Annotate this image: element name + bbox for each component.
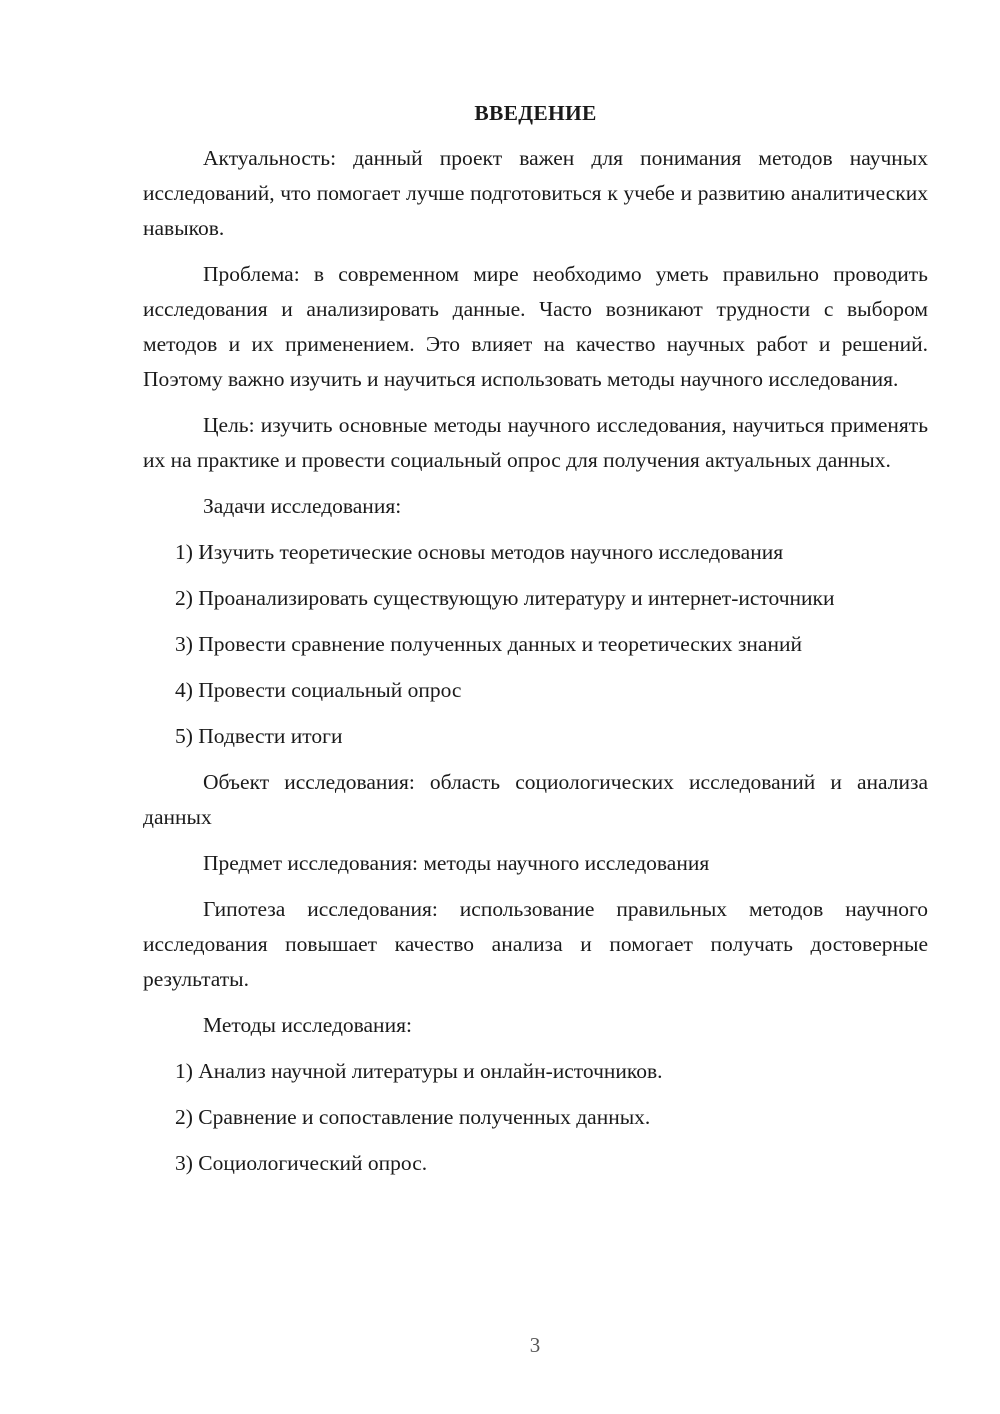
method-item: 2) Сравнение и сопоставление полученных данных.	[175, 1105, 651, 1129]
task-item: 5) Подвести итоги	[175, 724, 343, 748]
hypothesis-paragraph: Гипотеза исследования: использование правильных методов научного исследования повышает качество анализа и помогает получать достоверные результаты.	[143, 897, 928, 991]
method-item: 1) Анализ научной литературы и онлайн-источников.	[175, 1059, 663, 1083]
tasks-heading: Задачи исследования:	[203, 494, 402, 518]
methods-heading: Методы исследования:	[203, 1013, 412, 1037]
document-page	[143, 96, 928, 1192]
page-number: 3	[529, 1333, 541, 1357]
page-title: ВВЕДЕНИЕ	[474, 101, 597, 125]
method-item: 3) Социологический опрос.	[175, 1151, 428, 1175]
problem-paragraph: Проблема: в современном мире необходимо уметь правильно проводить исследования и анализировать данные. Часто возникают трудности с выбором методов и их применением. Это влияет на качество научных работ и решений. Поэтому важно изучить и научиться использовать методы научного исследования.	[143, 262, 928, 391]
relevance-paragraph: Актуальность: данный проект важен для понимания методов научных исследований, что помогает лучше подготовиться к учебе и развитию аналитических навыков.	[143, 146, 928, 240]
task-item: 3) Провести сравнение полученных данных и теоретических знаний	[175, 632, 802, 656]
object-paragraph: Объект исследования: область социологических исследований и анализа данных	[143, 770, 928, 829]
task-item: 1) Изучить теоретические основы методов научного исследования	[175, 540, 784, 564]
goal-paragraph: Цель: изучить основные методы научного исследования, научиться применять их на практике и провести социальный опрос для получения актуальных данных.	[143, 413, 928, 472]
subject-paragraph: Предмет исследования: методы научного исследования	[203, 851, 710, 875]
task-item: 4) Провести социальный опрос	[175, 678, 462, 702]
task-item: 2) Проанализировать существующую литературу и интернет-источники	[175, 586, 835, 610]
